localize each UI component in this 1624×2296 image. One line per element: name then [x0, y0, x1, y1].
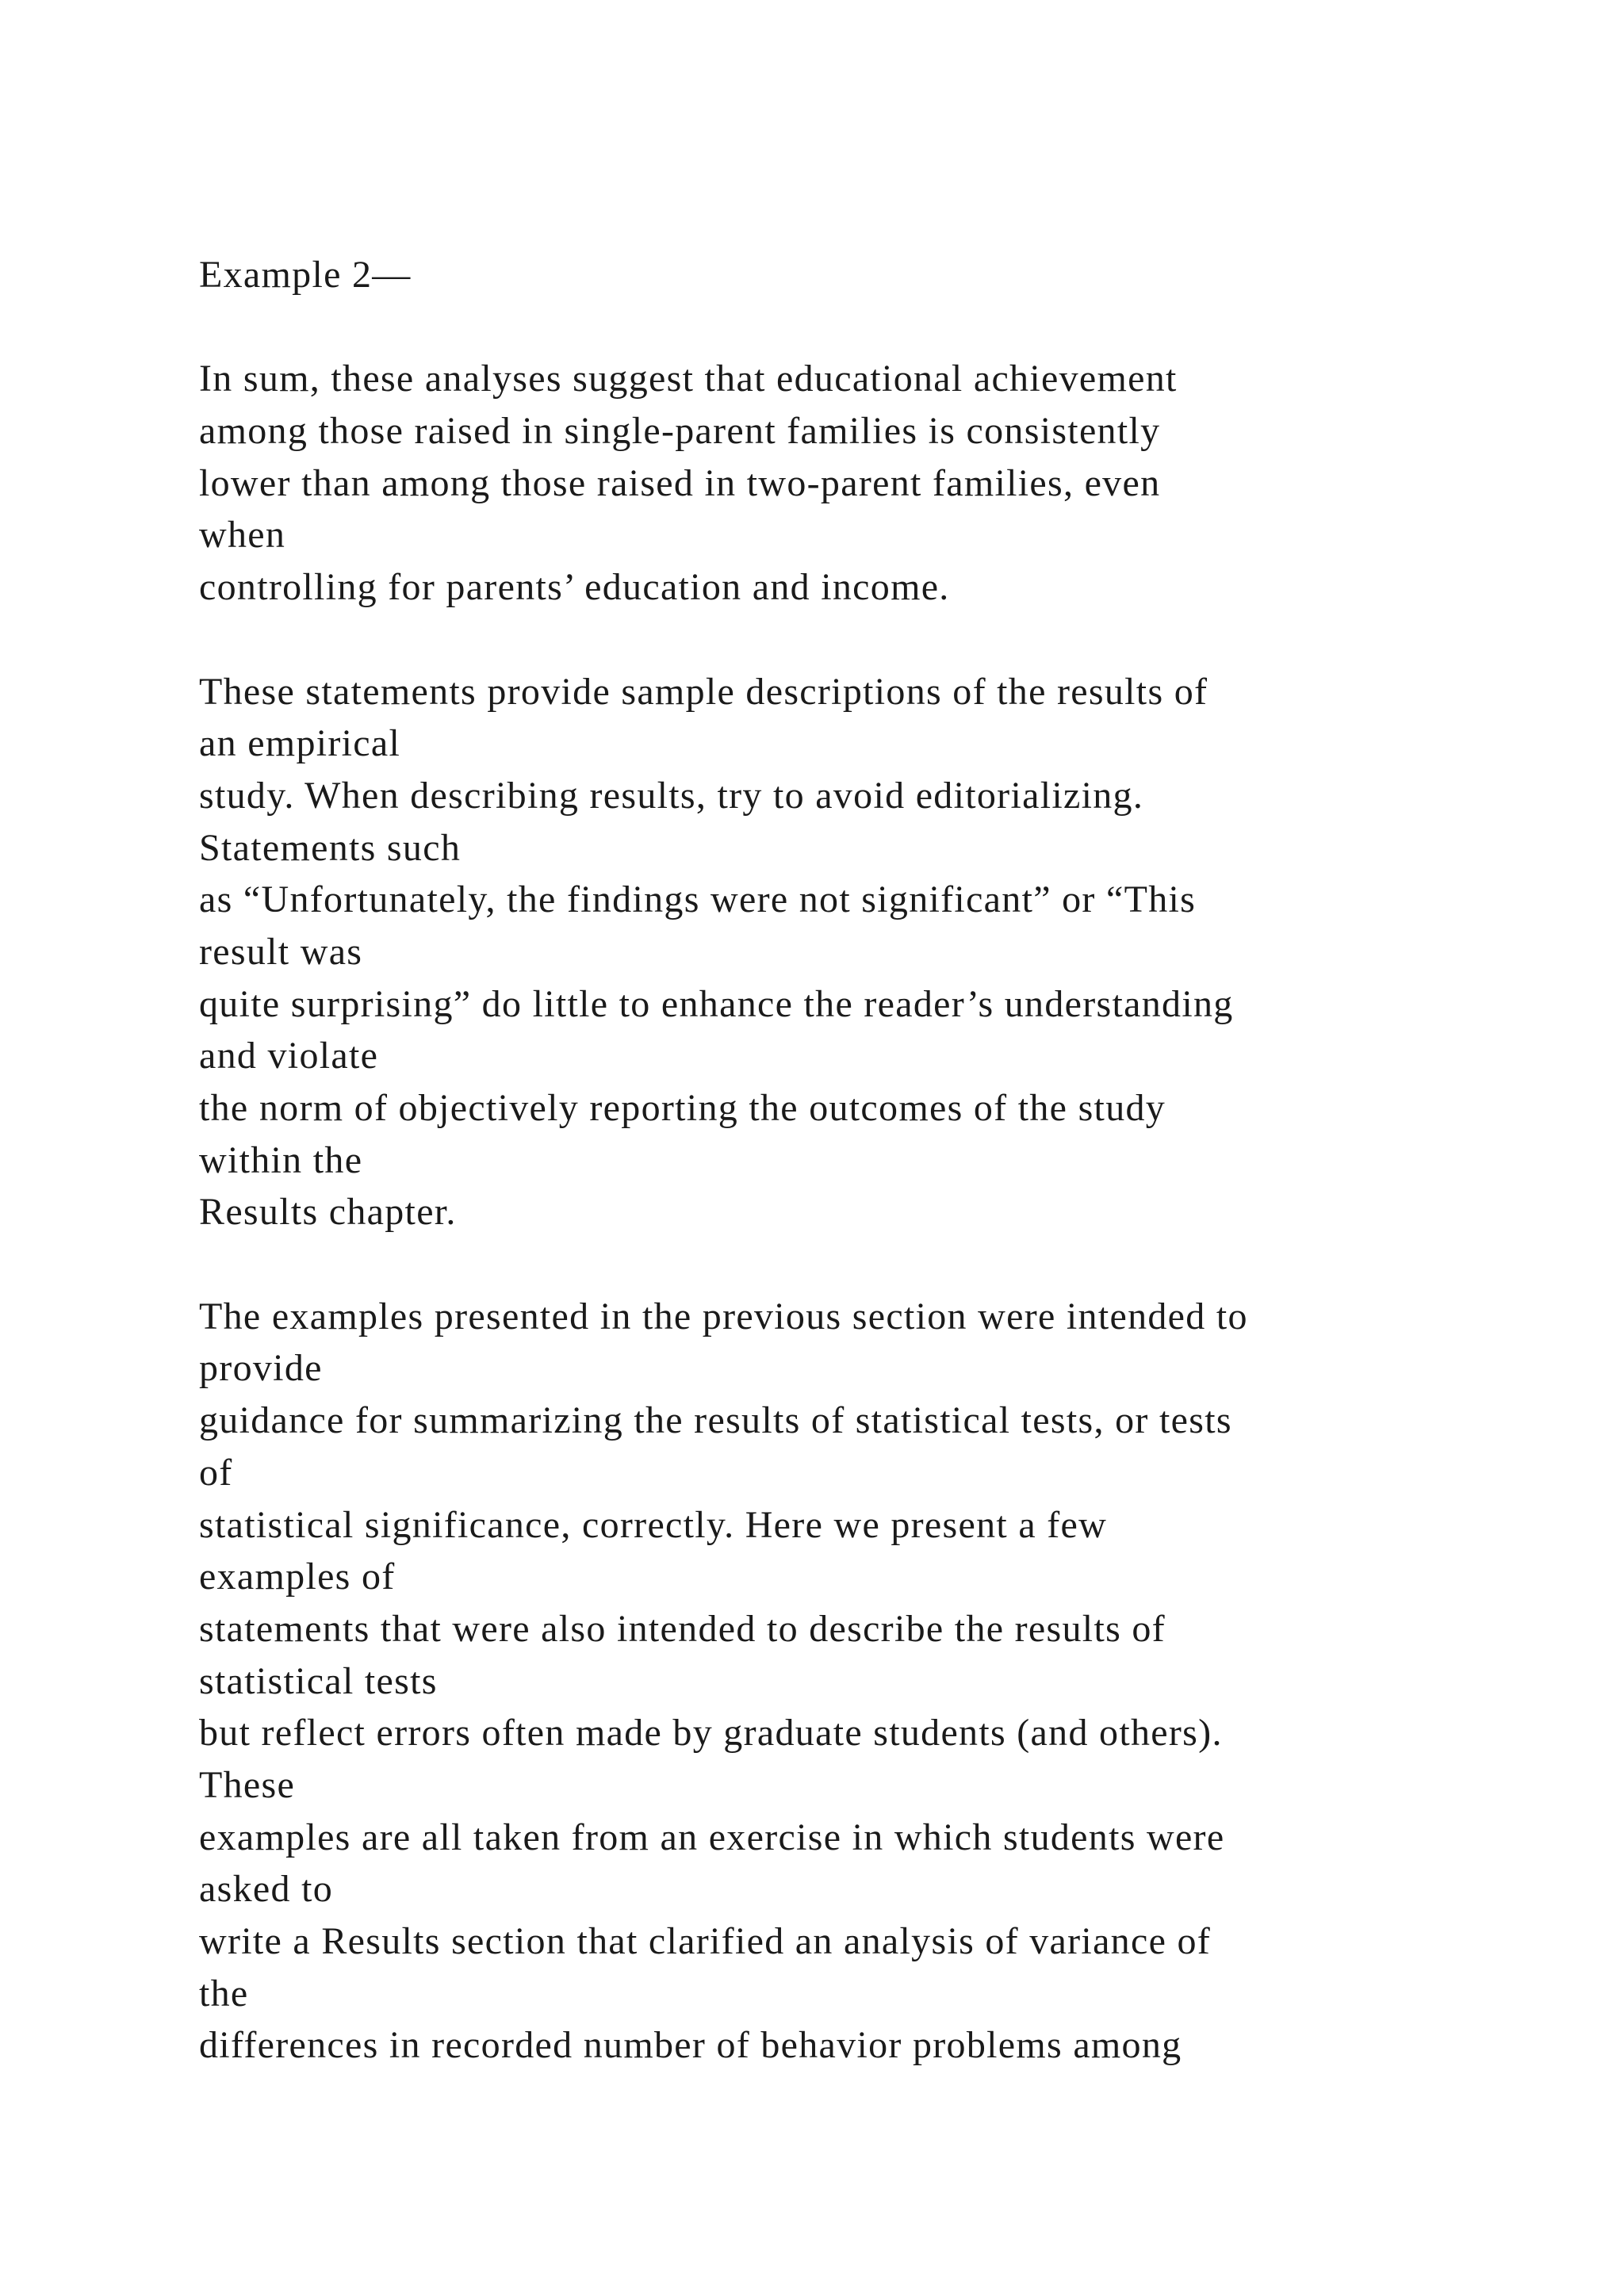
text-line: In sum, these analyses suggest that educational achievement	[199, 358, 1178, 400]
heading-example-2: Example 2—	[199, 254, 412, 296]
text-line: differences in recorded number of behavior problems among	[199, 2024, 1182, 2067]
text-line: guidance for summarizing the results of statistical tests, or tests	[199, 1399, 1232, 1442]
text-line: asked to	[199, 1868, 334, 1911]
text-line: within the	[199, 1138, 363, 1181]
text-line: examples of	[199, 1556, 396, 1598]
text-line: but reflect errors often made by graduate students (and others).	[199, 1712, 1223, 1755]
text-line: statistical significance, correctly. Here we present a few	[199, 1503, 1108, 1546]
text-line: provide	[199, 1347, 323, 1390]
text-line: of	[199, 1451, 233, 1494]
text-line: The examples presented in the previous section were intended to	[199, 1295, 1248, 1337]
text-line: study. When describing results, try to avoid editorializing.	[199, 774, 1144, 817]
text-line: when	[199, 514, 286, 557]
text-line: Statements such	[199, 826, 462, 869]
text-line: an empirical	[199, 722, 401, 765]
text-line: statements that were also intended to describe the results of	[199, 1607, 1166, 1650]
text-line: lower than among those raised in two-parent families, even	[199, 461, 1161, 504]
text-line: the	[199, 1972, 249, 2015]
text-line: examples are all taken from an exercise in which students were	[199, 1816, 1225, 1858]
document-text	[199, 249, 1563, 2072]
text-line: and violate	[199, 1035, 379, 1077]
text-line: statistical tests	[199, 1659, 438, 1702]
text-line: Results chapter.	[199, 1191, 457, 1234]
text-line: These statements provide sample descriptions of the results of	[199, 670, 1208, 713]
text-line: as “Unfortunately, the findings were not significant” or “This	[199, 878, 1197, 921]
blank-line	[199, 614, 1563, 666]
text-line: These	[199, 1763, 296, 1806]
text-line: among those raised in single-parent families is consistently	[199, 410, 1161, 453]
text-line: quite surprising” do little to enhance the reader’s understanding	[199, 982, 1234, 1025]
text-line: write a Results section that clarified an analysis of variance of	[199, 1920, 1212, 1962]
blank-line	[199, 1238, 1563, 1291]
blank-line	[199, 301, 1563, 354]
text-line: the norm of objectively reporting the outcomes of the study	[199, 1087, 1166, 1129]
text-line: result was	[199, 930, 363, 973]
text-line: controlling for parents’ education and income.	[199, 566, 950, 609]
